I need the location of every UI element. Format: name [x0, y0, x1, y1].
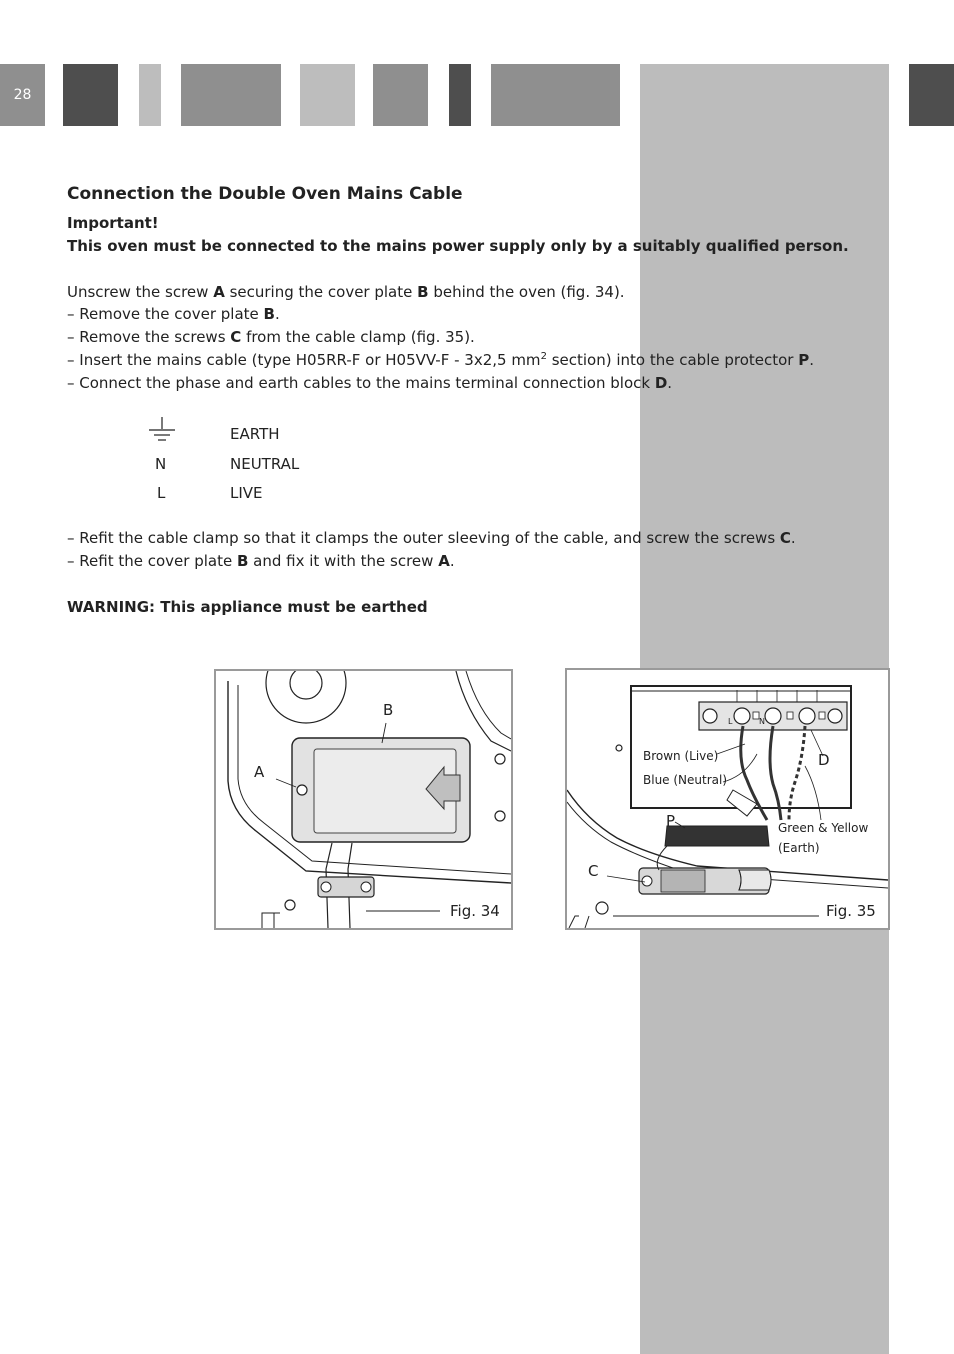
- terminal-earth-label: EARTH: [230, 425, 280, 443]
- step-7: – Refit the cover plate B and fix it with the screw A.: [67, 552, 455, 570]
- fig35-label-c: C: [588, 862, 599, 880]
- fig35-caption: Fig. 35: [826, 902, 876, 920]
- step-6: – Refit the cable clamp so that it clamps the outer sleeving of the cable, and screw the screws C.: [67, 529, 796, 547]
- fig34-drawing: [216, 671, 511, 928]
- fig35-terminal-n: N: [759, 717, 765, 726]
- fig35-label-p: P: [666, 812, 676, 830]
- fig35-terminal-l: L: [728, 717, 733, 726]
- section-title: Connection the Double Oven Mains Cable: [67, 184, 463, 204]
- important-label: Important!: [67, 214, 159, 232]
- header-block: [909, 64, 954, 126]
- figure-35: [565, 668, 890, 930]
- header-block: [449, 64, 471, 126]
- terminal-neutral-label: NEUTRAL: [230, 455, 300, 473]
- terminal-l-symbol: L: [157, 484, 166, 502]
- fig34-label-a: A: [254, 763, 265, 781]
- earth-icon: [147, 417, 177, 443]
- important-text: This oven must be connected to the mains power supply only by a suitably qualified person.: [67, 237, 849, 255]
- header-block: [181, 64, 281, 126]
- step-5: – Connect the phase and earth cables to the mains terminal connection block D.: [67, 374, 673, 392]
- fig34-label-b: B: [383, 701, 394, 719]
- fig35-label-d: D: [818, 751, 830, 769]
- header-block: [63, 64, 118, 126]
- step-2: – Remove the cover plate B.: [67, 305, 280, 323]
- fig35-drawing: [567, 670, 888, 928]
- header-block: [373, 64, 428, 126]
- figure-34: [214, 669, 513, 930]
- terminal-live-label: LIVE: [230, 484, 263, 502]
- terminal-n-symbol: N: [155, 455, 167, 473]
- header-block: [139, 64, 161, 126]
- fig35-label-green1: Green & Yellow: [778, 821, 869, 835]
- fig35-label-green2: (Earth): [778, 841, 820, 855]
- warning-text: WARNING: This appliance must be earthed: [67, 598, 428, 616]
- fig35-label-brown: Brown (Live): [643, 749, 719, 763]
- step-3: – Remove the screws C from the cable clamp (fig. 35).: [67, 328, 475, 346]
- step-4: – Insert the mains cable (type H05RR-F or H05VV-F - 3x2,5 $mm^2$ section) into the cable protector P.: [67, 351, 815, 369]
- page-number: 28: [0, 64, 45, 126]
- fig35-label-blue: Blue (Neutral): [643, 773, 728, 787]
- header-block: [491, 64, 620, 126]
- step-1: Unscrew the screw A securing the cover plate B behind the oven (fig. 34).: [67, 283, 625, 301]
- fig34-caption: Fig. 34: [450, 902, 500, 920]
- header-block: [300, 64, 355, 126]
